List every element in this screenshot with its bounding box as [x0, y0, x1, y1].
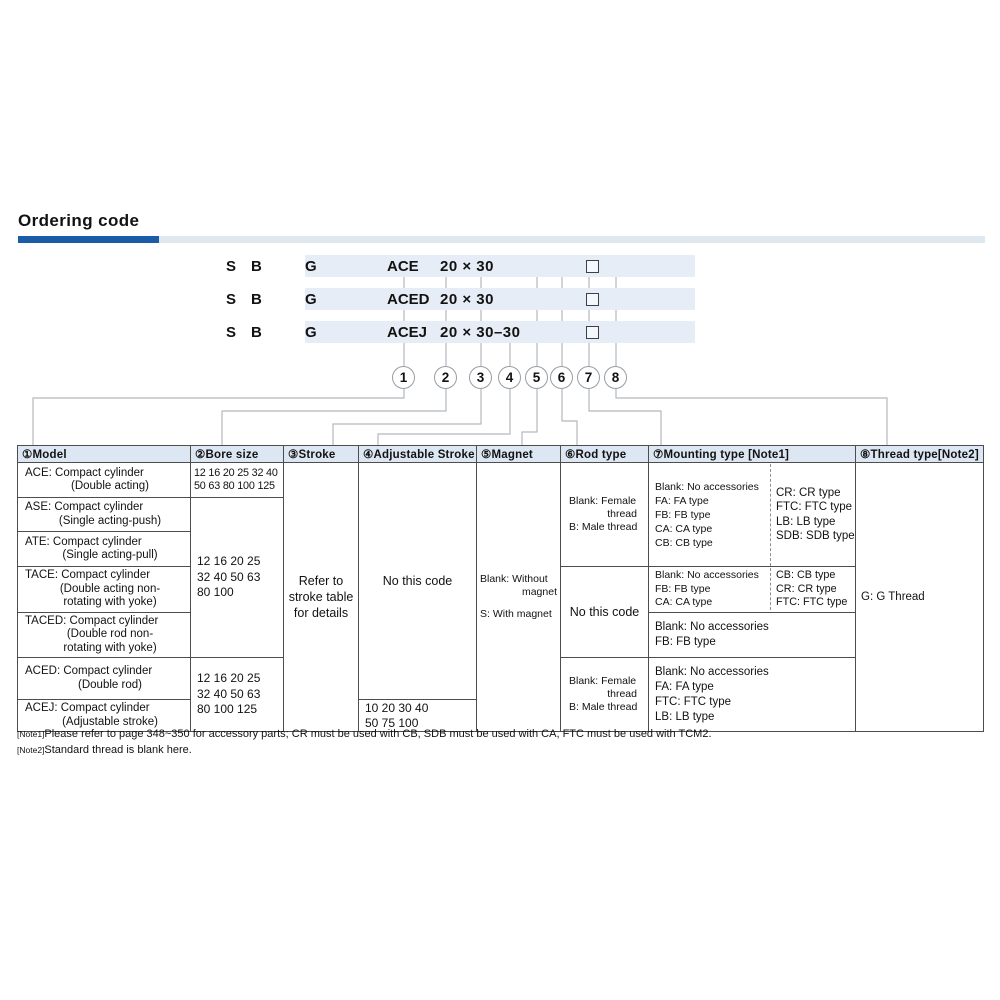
header-mounting-type: ⑦Mounting type [Note1]: [649, 446, 856, 463]
thread-type-cell: G: G Thread: [856, 463, 984, 732]
adjustable-stroke-none-cell: No this code: [359, 463, 477, 700]
title-underline-dark: [18, 236, 159, 243]
rod-code: B: [251, 291, 262, 308]
footnotes: [17, 728, 712, 760]
size-code: 20 × 30: [440, 291, 494, 308]
mounting-placeholder-box: [586, 260, 599, 273]
model-cell-ate: ATE: Compact cylinder (Single acting-pull): [18, 532, 191, 567]
mounting-cell-tace: Blank: No accessories FB: FB type CA: CA type CB: CB type CR: CR type FTC: FTC type: [649, 567, 856, 613]
thread-code: G: [305, 291, 317, 308]
model-code: ACEJ: [387, 324, 428, 341]
model-cell-acej: ACEJ: Compact cylinder (Adjustable stroke): [18, 700, 191, 732]
rod-code: B: [251, 324, 262, 341]
model-cell-aced: ACED: Compact cylinder (Double rod): [18, 658, 191, 700]
table-header-row: [18, 446, 984, 463]
note-2: [Note2]Standard thread is blank here.: [17, 744, 192, 756]
bore-cell-mid: 12 16 20 25 32 40 50 63 80 100: [191, 498, 284, 658]
header-magnet: ⑤Magnet: [477, 446, 561, 463]
header-adjustable-stroke: ④Adjustable Stroke: [359, 446, 477, 463]
rod-code: B: [251, 258, 262, 275]
mounting-cell-taced: Blank: No accessories FB: FB type: [649, 612, 856, 658]
header-bore-size: ②Bore size: [191, 446, 284, 463]
circle-4: 4: [498, 366, 521, 389]
header-model: ①Model: [18, 446, 191, 463]
table-row: [18, 463, 984, 498]
stroke-cell: Refer to stroke table for details: [284, 463, 359, 732]
note-1: [Note1]Please refer to page 348~350 for accessory parts; CR must be used with CB, SDB must be used with CA, FTC must be used with TCM2.: [17, 728, 712, 740]
magnet-code: S: [226, 258, 237, 275]
rod-type-cell-top: Blank: Female thread B: Male thread: [561, 463, 649, 567]
code-bar-ace: [226, 255, 695, 277]
model-cell-ace: ACE: Compact cylinder (Double acting): [18, 463, 191, 498]
header-rod-type: ⑥Rod type: [561, 446, 649, 463]
magnet-code: S: [226, 324, 237, 341]
circle-8: 8: [604, 366, 627, 389]
size-code: 20 × 30–30: [440, 324, 521, 341]
thread-code: G: [305, 258, 317, 275]
bore-cell-ace: 12 16 20 25 32 40 50 63 80 100 125: [191, 463, 284, 498]
circle-7: 7: [577, 366, 600, 389]
circle-6: 6: [550, 366, 573, 389]
circle-1: 1: [392, 366, 415, 389]
rod-type-cell-none: No this code: [561, 567, 649, 658]
mounting-placeholder-box: [586, 326, 599, 339]
size-code: 20 × 30: [440, 258, 494, 275]
circle-3: 3: [469, 366, 492, 389]
ordering-code-table: [17, 445, 984, 732]
circle-2: 2: [434, 366, 457, 389]
model-code: ACE: [387, 258, 419, 275]
title-underline-light: [159, 236, 985, 243]
header-thread-type: ⑧Thread type[Note2]: [856, 446, 984, 463]
code-bar-acej: [226, 321, 695, 343]
circle-5: 5: [525, 366, 548, 389]
model-cell-tace: TACE: Compact cylinder (Double acting non- rotating with yoke): [18, 567, 191, 613]
header-stroke: ③Stroke: [284, 446, 359, 463]
rod-type-cell-bottom: Blank: Female thread B: Male thread: [561, 658, 649, 732]
model-cell-taced: TACED: Compact cylinder (Double rod non- rotating with yoke): [18, 612, 191, 658]
model-code: ACED: [387, 291, 430, 308]
page-title: Ordering code: [18, 211, 140, 230]
mounting-placeholder-box: [586, 293, 599, 306]
mounting-cell-block1: Blank: No accessories FA: FA type FB: FB type CA: CA type CB: CB type CR: CR type FTC: FTC type LB: LB type SDB: SDB type: [649, 463, 856, 567]
bore-cell-bottom: 12 16 20 25 32 40 50 63 80 100 125: [191, 658, 284, 732]
magnet-code: S: [226, 291, 237, 308]
magnet-cell: Blank: Without magnet S: With magnet: [477, 463, 561, 732]
code-bar-aced: [226, 288, 695, 310]
model-cell-ase: ASE: Compact cylinder (Single acting-push): [18, 498, 191, 532]
mounting-cell-acej: Blank: No accessories FA: FA type FTC: FTC type LB: LB type: [649, 658, 856, 732]
thread-code: G: [305, 324, 317, 341]
adjustable-stroke-acej-cell: 10 20 30 40 50 75 100: [359, 700, 477, 732]
